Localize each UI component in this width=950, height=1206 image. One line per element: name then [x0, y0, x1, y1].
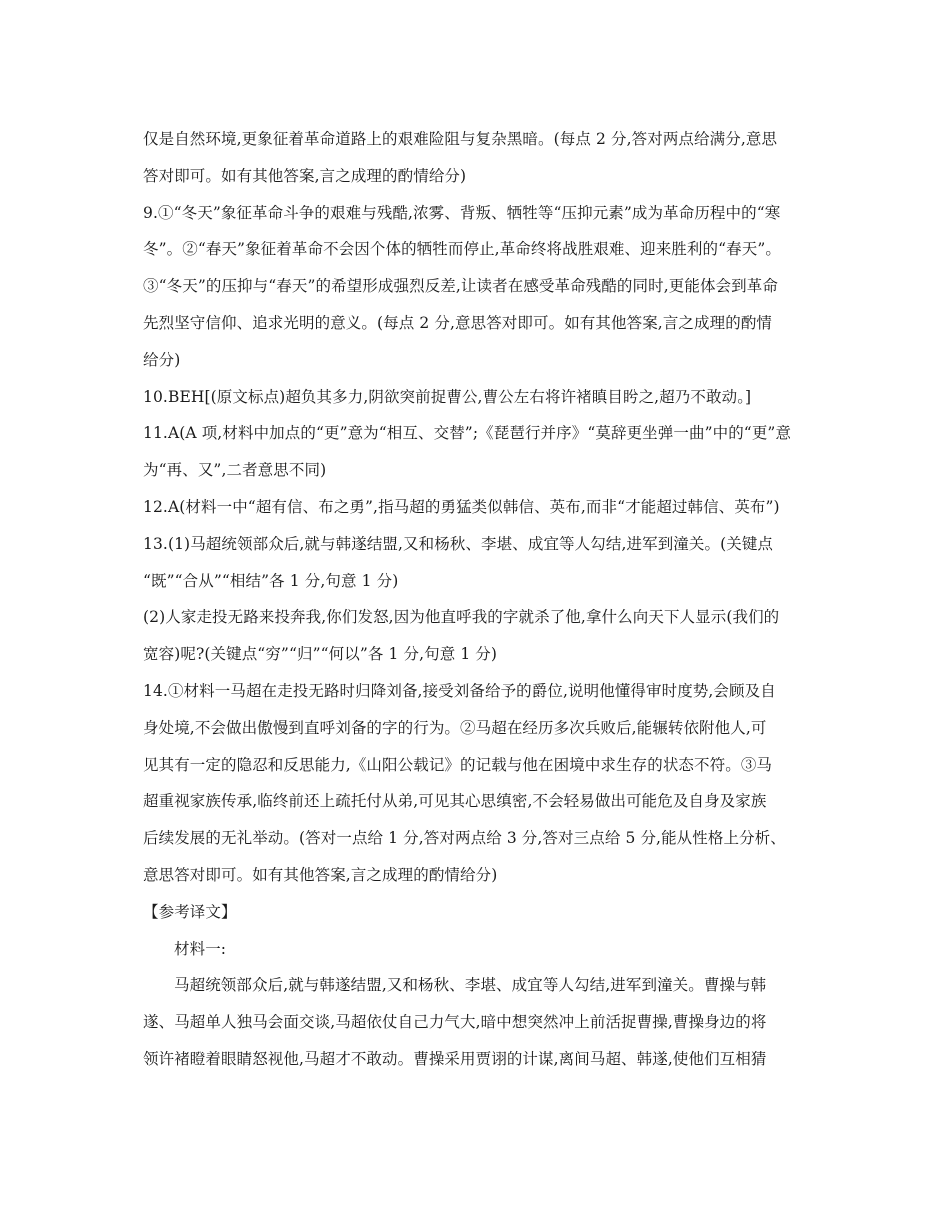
text-line: “既”“合从”“相结”各 1 分,句意 1 分): [143, 571, 399, 590]
text-line: 见其有一定的隐忍和反思能力,《山阳公载记》的记载与他在困境中求生存的状态不符。③马: [143, 755, 773, 774]
text-line: ③“冬天”的压抑与“春天”的希望形成强烈反差,让读者在感受革命残酷的同时,更能体会到革命: [143, 277, 778, 296]
text-line: 先烈坚守信仰、追求光明的意义。(每点 2 分,意思答对即可。如有其他答案,言之成理的酌情: [143, 313, 773, 332]
text-line: 13.(1)马超统领部众后,就与韩遂结盟,又和杨秋、李堪、成宜等人勾结,进军到潼关。(关键点: [143, 534, 774, 553]
text-line: 10.BEH[(原文标点)超负其多力,阴欲突前捉曹公,曹公左右将许褚瞋目盻之,超乃不敢动。]: [143, 387, 752, 406]
text-line: 身处境,不会做出傲慢到直呼刘备的字的行为。②马超在经历多次兵败后,能辗转依附他人,可: [143, 718, 767, 737]
text-line: 宽容)呢?(关键点“穷”“归”“何以”各 1 分,句意 1 分): [143, 645, 498, 664]
text-line: (2)人家走投无路来投奔我,你们发怒,因为他直呼我的字就杀了他,拿什么向天下人显示(我们的: [143, 608, 780, 627]
text-line: 仅是自然环境,更象征着革命道路上的艰难险阻与复杂黑暗。(每点 2 分,答对两点给满分,意思: [143, 130, 778, 148]
text-line: 答对即可。如有其他答案,言之成理的酌情给分): [143, 166, 467, 185]
text-line: 11.A(A 项,材料中加点的“更”意为“相互、交替”;《琵琶行并序》“莫辞更坐弹一曲”中的“更”意: [143, 424, 792, 443]
text-line: 为“再、又”,二者意思不同): [143, 461, 327, 480]
answer-text-body: [143, 121, 813, 1078]
text-line: 材料一:: [174, 939, 227, 958]
text-line: 12.A(材料一中“超有信、布之勇”,指马超的勇猛类似韩信、英布,而非“才能超过韩信、英布”): [143, 497, 780, 516]
text-line: 超重视家族传承,临终前还上疏托付从弟,可见其心思缜密,不会轻易做出可能危及自身及家族: [143, 792, 767, 811]
text-line: 9.①“冬天”象征革命斗争的艰难与残酷,浓雾、背叛、牺牲等“压抑元素”成为革命历程中的“寒: [143, 203, 781, 222]
text-line: 马超统领部众后,就与韩遂结盟,又和杨秋、李堪、成宜等人勾结,进军到潼关。曹操与韩: [174, 976, 767, 995]
text-line: 领许褚瞪着眼睛怒视他,马超才不敢动。曹操采用贾诩的计谋,离间马超、韩遂,使他们互相猜: [143, 1049, 767, 1068]
text-line: 遂、马超单人独马会面交谈,马超依仗自己力气大,暗中想突然冲上前活捉曹操,曹操身边的将: [143, 1013, 767, 1032]
text-line: 冬”。②“春天”象征着革命不会因个体的牺牲而停止,革命终将战胜艰难、迎来胜利的“春天”。: [143, 240, 781, 259]
text-line: 【参考译文】: [143, 902, 237, 921]
text-line: 给分): [143, 350, 181, 369]
text-line: 14.①材料一马超在走投无路时归降刘备,接受刘备给予的爵位,说明他懂得审时度势,会顾及自: [143, 681, 776, 700]
text-line: 意思答对即可。如有其他答案,言之成理的酌情给分): [143, 865, 498, 884]
text-line: 后续发展的无礼举动。(答对一点给 1 分,答对两点给 3 分,答对三点给 5 分,能从性格上分析、: [143, 829, 786, 848]
